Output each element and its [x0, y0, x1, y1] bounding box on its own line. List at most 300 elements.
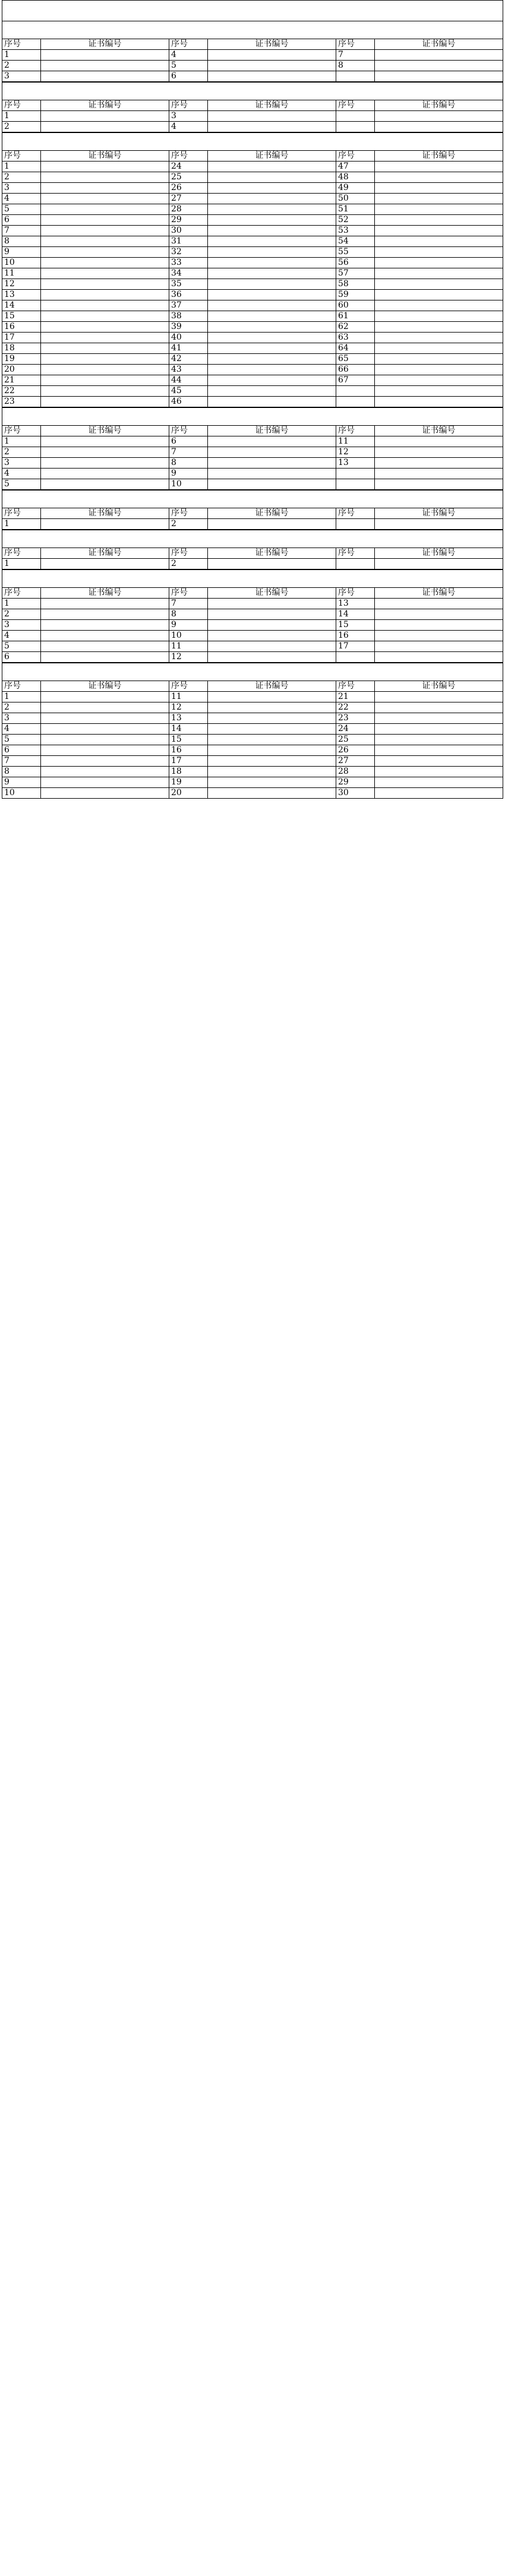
- cell-cert-number: [41, 756, 169, 767]
- table-row: [2, 375, 503, 386]
- cell-index: 5: [169, 61, 208, 71]
- table-header-row: [2, 151, 503, 162]
- cell-cert-number: [41, 71, 169, 82]
- cell-cert-number: [375, 215, 503, 226]
- cell-cert-number: [41, 599, 169, 609]
- cell-index: 4: [169, 122, 208, 132]
- cell-cert-number: [208, 226, 336, 236]
- cell-index: 34: [169, 268, 208, 279]
- column-header-cert: 证书编号: [208, 39, 336, 50]
- cell-cert-number: [41, 767, 169, 777]
- cell-cert-number: [375, 735, 503, 745]
- cell-cert-number: [208, 290, 336, 300]
- table-row: [2, 215, 503, 226]
- column-header-index: 序号: [169, 508, 208, 519]
- section-title: [2, 569, 503, 587]
- section-title: [2, 407, 503, 425]
- cell-index: 56: [336, 258, 375, 268]
- cell-index: 7: [169, 447, 208, 458]
- cell-cert-number: [208, 61, 336, 71]
- cell-index: 54: [336, 236, 375, 247]
- cell-index: 19: [2, 354, 41, 365]
- table-row: [2, 692, 503, 702]
- cell-index: 20: [2, 365, 41, 375]
- cell-cert-number: [208, 458, 336, 469]
- table-row: [2, 735, 503, 745]
- cell-index: 63: [336, 333, 375, 343]
- table-row: [2, 71, 503, 82]
- table-header-row: [2, 588, 503, 599]
- cell-index: 41: [169, 343, 208, 354]
- table-row: [2, 724, 503, 735]
- cell-cert-number: [208, 122, 336, 132]
- section-title: [2, 132, 503, 150]
- cell-index: 29: [336, 777, 375, 788]
- cell-index: 5: [2, 204, 41, 215]
- column-header-index: 序号: [2, 548, 41, 559]
- cell-cert-number: [208, 788, 336, 799]
- table-row: [2, 343, 503, 354]
- cell-index: 6: [169, 71, 208, 82]
- cell-index: 4: [2, 469, 41, 479]
- cell-cert-number: [41, 268, 169, 279]
- cell-cert-number: [208, 322, 336, 333]
- cell-cert-number: [208, 735, 336, 745]
- cell-index: 3: [2, 71, 41, 82]
- cell-index: 13: [336, 599, 375, 609]
- cell-cert-number: [208, 713, 336, 724]
- cell-index: 1: [2, 162, 41, 172]
- cell-cert-number: [208, 559, 336, 569]
- cell-index: 9: [169, 620, 208, 631]
- cell-cert-number: [41, 247, 169, 258]
- table-row: [2, 479, 503, 490]
- cell-cert-number: [41, 258, 169, 268]
- cell-cert-number: [375, 724, 503, 735]
- cell-cert-number: [41, 609, 169, 620]
- cell-cert-number: [41, 322, 169, 333]
- cell-cert-number: [208, 631, 336, 641]
- cell-cert-number: [208, 447, 336, 458]
- column-header-cert: 证书编号: [41, 426, 169, 436]
- cell-index: 15: [169, 735, 208, 745]
- table-header-row: [2, 100, 503, 111]
- cell-cert-number: [208, 692, 336, 702]
- cell-index: 12: [2, 279, 41, 290]
- column-header-index: 序号: [2, 39, 41, 50]
- cell-cert-number: [208, 479, 336, 490]
- column-header-cert: 证书编号: [375, 426, 503, 436]
- section-title: [2, 663, 503, 681]
- column-header-index: 序号: [169, 151, 208, 162]
- cell-index: 44: [169, 375, 208, 386]
- table-row: [2, 599, 503, 609]
- column-header-cert: 证书编号: [375, 588, 503, 599]
- cell-cert-number: [375, 258, 503, 268]
- table-row: [2, 268, 503, 279]
- cell-cert-number: [375, 692, 503, 702]
- cell-index: 39: [169, 322, 208, 333]
- cell-cert-number: [375, 631, 503, 641]
- cell-cert-number: [375, 458, 503, 469]
- cell-cert-number: [375, 194, 503, 204]
- cell-cert-number: [41, 397, 169, 407]
- cell-cert-number: [375, 652, 503, 663]
- cell-index: 12: [336, 447, 375, 458]
- cell-index: 53: [336, 226, 375, 236]
- cell-index: 1: [2, 519, 41, 530]
- cell-cert-number: [41, 311, 169, 322]
- cell-cert-number: [375, 641, 503, 652]
- table-row: [2, 652, 503, 663]
- cell-cert-number: [41, 194, 169, 204]
- cert-table: [2, 39, 503, 82]
- cell-cert-number: [375, 247, 503, 258]
- cell-index: 14: [2, 300, 41, 311]
- cert-table: [2, 508, 503, 530]
- cell-index: 20: [169, 788, 208, 799]
- cell-cert-number: [41, 365, 169, 375]
- cell-cert-number: [375, 436, 503, 447]
- cell-cert-number: [208, 777, 336, 788]
- cell-index: [336, 559, 375, 569]
- column-header-cert: 证书编号: [208, 588, 336, 599]
- cell-index: 2: [2, 172, 41, 183]
- cell-cert-number: [208, 204, 336, 215]
- cell-cert-number: [208, 111, 336, 122]
- cell-index: 29: [169, 215, 208, 226]
- cell-cert-number: [208, 268, 336, 279]
- cell-cert-number: [208, 162, 336, 172]
- cell-cert-number: [208, 183, 336, 194]
- cell-cert-number: [375, 71, 503, 82]
- cell-index: 16: [336, 631, 375, 641]
- cell-cert-number: [375, 322, 503, 333]
- cell-index: 7: [2, 756, 41, 767]
- cell-index: 11: [2, 268, 41, 279]
- cell-cert-number: [375, 300, 503, 311]
- cell-cert-number: [375, 311, 503, 322]
- cell-index: 10: [2, 258, 41, 268]
- cell-index: 13: [169, 713, 208, 724]
- cell-index: 5: [2, 641, 41, 652]
- cell-cert-number: [375, 756, 503, 767]
- cell-cert-number: [41, 724, 169, 735]
- column-header-cert: 证书编号: [41, 548, 169, 559]
- cell-cert-number: [41, 559, 169, 569]
- table-row: [2, 609, 503, 620]
- section-title: [2, 530, 503, 548]
- cell-index: 21: [2, 375, 41, 386]
- table-row: [2, 469, 503, 479]
- cell-cert-number: [208, 756, 336, 767]
- column-header-cert: 证书编号: [41, 681, 169, 692]
- cell-cert-number: [375, 777, 503, 788]
- cell-index: 8: [2, 767, 41, 777]
- column-header-index: 序号: [336, 681, 375, 692]
- cell-index: 10: [169, 479, 208, 490]
- cell-cert-number: [41, 713, 169, 724]
- cell-cert-number: [375, 559, 503, 569]
- column-header-index: 序号: [2, 588, 41, 599]
- table-row: [2, 777, 503, 788]
- table-row: [2, 300, 503, 311]
- cell-index: 51: [336, 204, 375, 215]
- cell-cert-number: [41, 458, 169, 469]
- cell-index: 5: [2, 735, 41, 745]
- cell-cert-number: [41, 469, 169, 479]
- cert-table: [2, 587, 503, 663]
- cell-cert-number: [208, 745, 336, 756]
- table-row: [2, 311, 503, 322]
- table-row: [2, 641, 503, 652]
- cell-index: 4: [169, 50, 208, 61]
- column-header-cert: 证书编号: [375, 508, 503, 519]
- cell-index: 24: [336, 724, 375, 735]
- cell-cert-number: [375, 713, 503, 724]
- table-row: [2, 447, 503, 458]
- cell-cert-number: [208, 436, 336, 447]
- cell-cert-number: [208, 386, 336, 397]
- column-header-cert: 证书编号: [41, 39, 169, 50]
- cell-cert-number: [375, 50, 503, 61]
- cell-index: 61: [336, 311, 375, 322]
- cell-index: 62: [336, 322, 375, 333]
- cell-index: 12: [169, 702, 208, 713]
- table-row: [2, 631, 503, 641]
- cell-index: 24: [169, 162, 208, 172]
- cell-cert-number: [208, 236, 336, 247]
- cell-index: 1: [2, 436, 41, 447]
- cell-index: 14: [169, 724, 208, 735]
- cell-cert-number: [375, 702, 503, 713]
- cell-cert-number: [41, 226, 169, 236]
- cell-index: 33: [169, 258, 208, 268]
- document: [2, 0, 503, 799]
- cell-index: 3: [2, 713, 41, 724]
- table-row: [2, 333, 503, 343]
- cell-index: 48: [336, 172, 375, 183]
- column-header-index: 序号: [169, 588, 208, 599]
- cell-index: 25: [169, 172, 208, 183]
- column-header-index: 序号: [169, 100, 208, 111]
- cell-cert-number: [208, 620, 336, 631]
- cell-index: 43: [169, 365, 208, 375]
- table-row: [2, 204, 503, 215]
- cell-cert-number: [41, 386, 169, 397]
- column-header-index: 序号: [336, 100, 375, 111]
- cell-index: 15: [2, 311, 41, 322]
- cell-index: 46: [169, 397, 208, 407]
- table-row: [2, 788, 503, 799]
- cell-cert-number: [41, 519, 169, 530]
- cell-cert-number: [208, 599, 336, 609]
- cell-index: 2: [2, 702, 41, 713]
- column-header-index: 序号: [336, 588, 375, 599]
- cell-cert-number: [375, 61, 503, 71]
- cell-index: 64: [336, 343, 375, 354]
- cell-index: 28: [169, 204, 208, 215]
- cell-index: 13: [336, 458, 375, 469]
- table-row: [2, 756, 503, 767]
- column-header-index: 序号: [2, 681, 41, 692]
- table-row: [2, 458, 503, 469]
- table-header-row: [2, 508, 503, 519]
- section-title: [2, 82, 503, 100]
- cell-cert-number: [208, 172, 336, 183]
- cell-index: 6: [169, 436, 208, 447]
- table-row: [2, 354, 503, 365]
- cell-index: 26: [169, 183, 208, 194]
- cell-index: 8: [169, 458, 208, 469]
- cell-index: [336, 519, 375, 530]
- table-row: [2, 172, 503, 183]
- cell-cert-number: [375, 519, 503, 530]
- cell-index: 2: [2, 61, 41, 71]
- cell-index: 10: [169, 631, 208, 641]
- cell-index: 40: [169, 333, 208, 343]
- cell-index: 8: [2, 236, 41, 247]
- cell-index: 19: [169, 777, 208, 788]
- cell-index: 2: [2, 447, 41, 458]
- table-row: [2, 702, 503, 713]
- cell-cert-number: [41, 61, 169, 71]
- table-row: [2, 745, 503, 756]
- cell-cert-number: [375, 226, 503, 236]
- table-header-row: [2, 39, 503, 50]
- cell-index: 28: [336, 767, 375, 777]
- cell-index: 11: [169, 692, 208, 702]
- cell-cert-number: [375, 122, 503, 132]
- cell-index: 18: [169, 767, 208, 777]
- cell-cert-number: [41, 290, 169, 300]
- cell-index: 45: [169, 386, 208, 397]
- table-row: [2, 365, 503, 375]
- table-row: [2, 713, 503, 724]
- cell-cert-number: [375, 111, 503, 122]
- column-header-index: 序号: [2, 508, 41, 519]
- cell-cert-number: [41, 631, 169, 641]
- cell-index: 23: [2, 397, 41, 407]
- cell-cert-number: [375, 365, 503, 375]
- column-header-cert: 证书编号: [375, 39, 503, 50]
- cell-cert-number: [375, 172, 503, 183]
- section-title: [2, 490, 503, 508]
- cell-index: 1: [2, 111, 41, 122]
- column-header-index: 序号: [169, 39, 208, 50]
- table-row: [2, 767, 503, 777]
- cell-cert-number: [41, 300, 169, 311]
- cell-index: 55: [336, 247, 375, 258]
- cell-index: 30: [169, 226, 208, 236]
- column-header-cert: 证书编号: [41, 100, 169, 111]
- cell-index: 26: [336, 745, 375, 756]
- cell-cert-number: [375, 204, 503, 215]
- cell-cert-number: [375, 354, 503, 365]
- cert-table: [2, 681, 503, 799]
- table-row: [2, 620, 503, 631]
- cell-index: 3: [2, 183, 41, 194]
- table-row: [2, 50, 503, 61]
- table-row: [2, 226, 503, 236]
- cell-cert-number: [41, 620, 169, 631]
- cell-cert-number: [208, 300, 336, 311]
- cell-index: 6: [2, 652, 41, 663]
- table-row: [2, 397, 503, 407]
- table-row: [2, 290, 503, 300]
- table-header-row: [2, 681, 503, 692]
- column-header-index: 序号: [336, 426, 375, 436]
- cell-cert-number: [41, 745, 169, 756]
- cell-cert-number: [375, 375, 503, 386]
- cell-index: 4: [2, 724, 41, 735]
- cell-cert-number: [208, 343, 336, 354]
- column-header-cert: 证书编号: [41, 588, 169, 599]
- cell-index: 7: [2, 226, 41, 236]
- cell-cert-number: [375, 279, 503, 290]
- column-header-cert: 证书编号: [208, 100, 336, 111]
- table-row: [2, 162, 503, 172]
- cell-cert-number: [41, 343, 169, 354]
- column-header-cert: 证书编号: [41, 508, 169, 519]
- cell-index: 37: [169, 300, 208, 311]
- cell-index: 7: [169, 599, 208, 609]
- column-header-cert: 证书编号: [208, 508, 336, 519]
- cell-index: 42: [169, 354, 208, 365]
- cell-index: 6: [2, 745, 41, 756]
- cell-cert-number: [208, 215, 336, 226]
- cell-cert-number: [208, 519, 336, 530]
- cell-index: 10: [2, 788, 41, 799]
- column-header-cert: 证书编号: [208, 426, 336, 436]
- cell-cert-number: [41, 479, 169, 490]
- column-header-index: 序号: [336, 151, 375, 162]
- cell-cert-number: [41, 692, 169, 702]
- section-title: [2, 21, 503, 39]
- column-header-cert: 证书编号: [208, 548, 336, 559]
- cert-table: [2, 100, 503, 132]
- cell-index: 57: [336, 268, 375, 279]
- column-header-index: 序号: [169, 681, 208, 692]
- cell-index: 58: [336, 279, 375, 290]
- cell-index: 50: [336, 194, 375, 204]
- table-row: [2, 322, 503, 333]
- cell-cert-number: [41, 122, 169, 132]
- cell-cert-number: [41, 735, 169, 745]
- cell-cert-number: [375, 268, 503, 279]
- cell-cert-number: [41, 375, 169, 386]
- sections: [2, 21, 503, 799]
- cell-index: 31: [169, 236, 208, 247]
- column-header-index: 序号: [169, 426, 208, 436]
- cell-cert-number: [41, 215, 169, 226]
- cell-cert-number: [208, 50, 336, 61]
- cell-cert-number: [208, 641, 336, 652]
- column-header-index: 序号: [169, 548, 208, 559]
- cell-index: 47: [336, 162, 375, 172]
- cell-index: 12: [169, 652, 208, 663]
- table-row: [2, 122, 503, 132]
- cell-index: 15: [336, 620, 375, 631]
- column-header-cert: 证书编号: [208, 151, 336, 162]
- cell-index: 2: [2, 122, 41, 132]
- cell-cert-number: [375, 162, 503, 172]
- cell-cert-number: [375, 620, 503, 631]
- table-row: [2, 386, 503, 397]
- cell-cert-number: [41, 788, 169, 799]
- column-header-index: 序号: [336, 508, 375, 519]
- cell-cert-number: [41, 777, 169, 788]
